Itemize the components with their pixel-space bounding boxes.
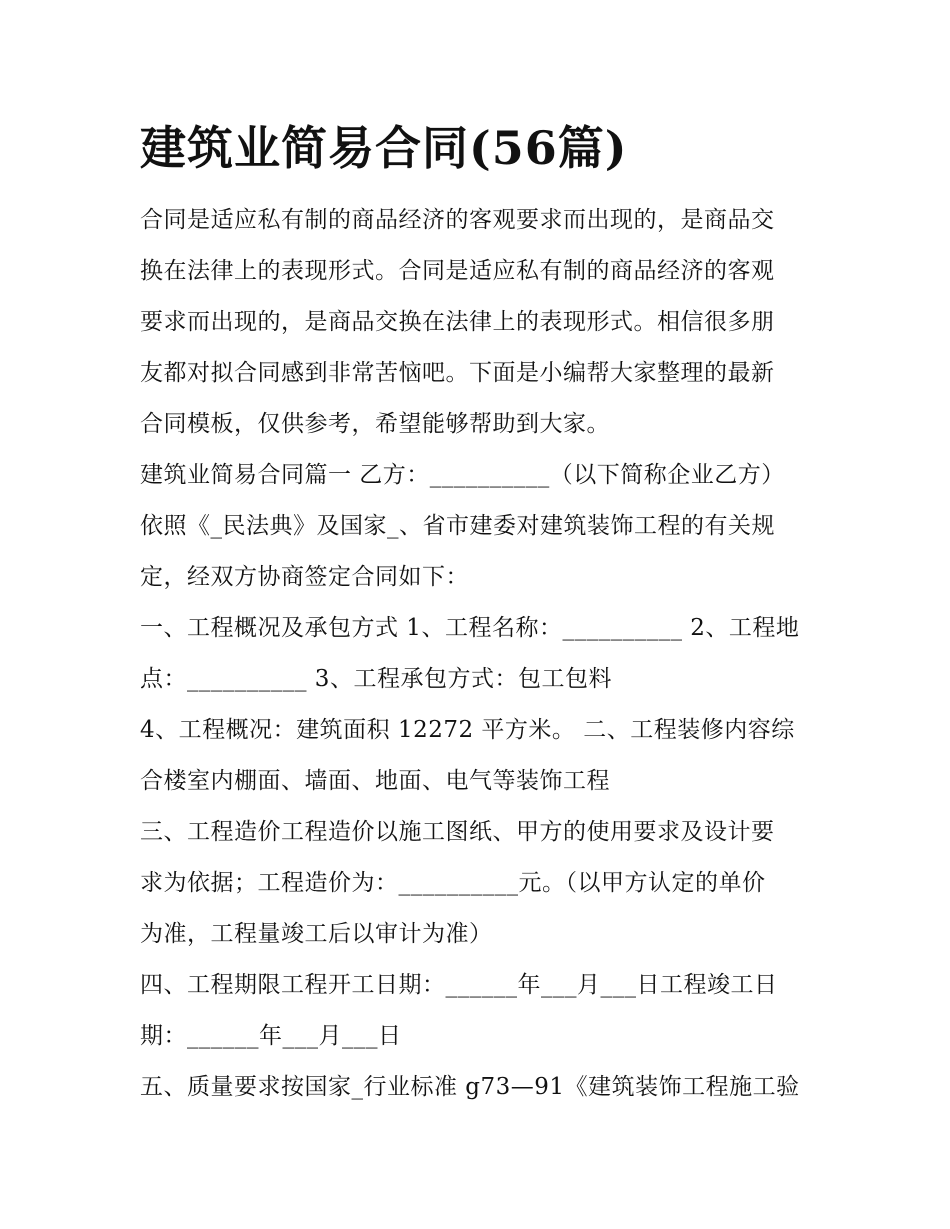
paragraph-line: 点：__________ 3、工程承包方式：包工包料 xyxy=(140,666,612,692)
paragraph-line: 合同模板，仅供参考，希望能够帮助到大家。 xyxy=(140,411,610,437)
paragraph-line: 友都对拟合同感到非常苦恼吧。下面是小编帮大家整理的最新 xyxy=(140,360,775,386)
paragraph-line: 期：______年___月___日 xyxy=(140,1023,402,1049)
paragraph-line: 换在法律上的表现形式。合同是适应私有制的商品经济的客观 xyxy=(140,258,775,284)
paragraph-line: 4、工程概况：建筑面积 12272 平方米。 二、工程装修内容综 xyxy=(140,717,795,743)
paragraph-line: 一、工程概况及承包方式 1、工程名称：__________ 2、工程地 xyxy=(140,615,800,641)
paragraph-line: 三、工程造价工程造价以施工图纸、甲方的使用要求及设计要 xyxy=(140,819,775,845)
paragraph-line: 合楼室内棚面、墙面、地面、电气等装饰工程 xyxy=(140,768,610,794)
document-title: 建筑业简易合同(56篇) xyxy=(140,121,628,175)
paragraph-line: 为准，工程量竣工后以审计为准） xyxy=(140,921,493,947)
paragraph-line: 五、质量要求按国家_行业标准 g73—91《建筑装饰工程施工验 xyxy=(140,1074,800,1100)
paragraph-line: 要求而出现的，是商品交换在法律上的表现形式。相信很多朋 xyxy=(140,309,775,335)
paragraph-line: 定，经双方协商签定合同如下： xyxy=(140,564,469,590)
paragraph-line: 合同是适应私有制的商品经济的客观要求而出现的，是商品交 xyxy=(140,207,775,233)
paragraph-line: 四、工程期限工程开工日期：______年___月___日工程竣工日 xyxy=(140,972,778,998)
paragraph-line: 依照《_民法典》及国家_、省市建委对建筑装饰工程的有关规 xyxy=(140,513,775,539)
paragraph-line: 建筑业简易合同篇一 乙方：__________（以下简称企业乙方） xyxy=(140,462,785,488)
paragraph-line: 求为依据；工程造价为：__________元。（以甲方认定的单价 xyxy=(140,870,766,896)
